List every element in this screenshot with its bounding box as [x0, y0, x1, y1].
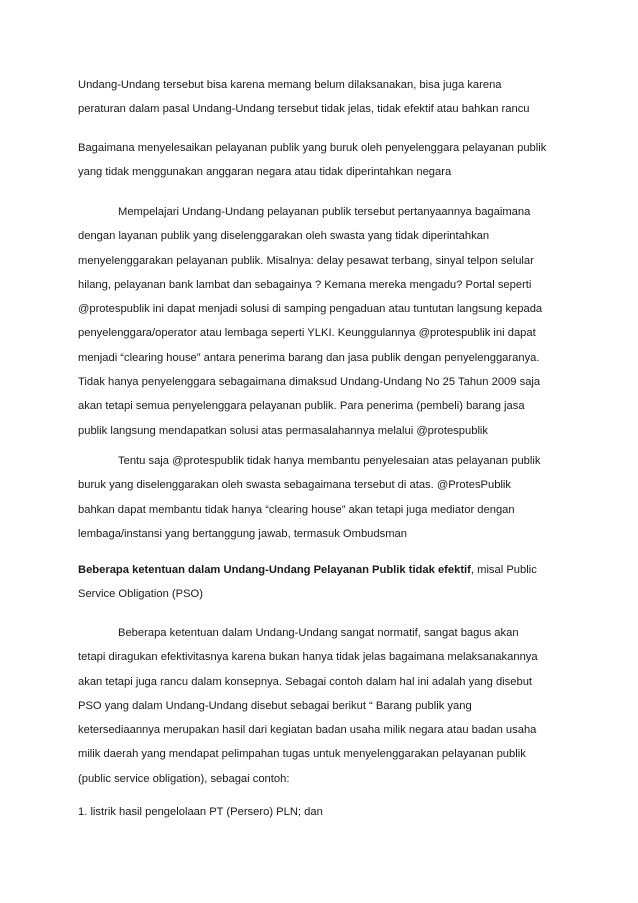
- list-item-1: [78, 800, 578, 824]
- heading-bold-text: Beberapa ketentuan dalam Undang-Undang Pelayanan Publik tidak efektif: [78, 564, 471, 576]
- text-line: ketersediaannya merupakan hasil dari kegiatan badan usaha milik negara atau badan usaha: [78, 724, 537, 737]
- text-line: penyelenggara/operator atau lembaga seperti YLKI. Keunggulannya @protespublik ini dapat: [78, 327, 536, 340]
- text-line: bahkan dapat membantu tidak hanya “clearing house” akan tetapi juga mediator dengan: [78, 503, 515, 516]
- text-line: yang tidak menggunakan anggaran negara atau tidak diperintahkan negara: [78, 166, 452, 179]
- text-line: lembaga/instansi yang bertanggung jawab, termasuk Ombudsman: [78, 527, 407, 540]
- text-line: 1. listrik hasil pengelolaan PT (Persero) PLN; dan: [78, 806, 323, 818]
- text-line: publik langsung mendapatkan solusi atas permasalahannya melalui @protespublik: [78, 424, 489, 437]
- text-line: Tentu saja @protespublik tidak hanya membantu penyelesaian atas pelayanan publik: [118, 455, 541, 467]
- text-line: milik daerah yang mendapat pelimpahan tugas untuk menyelenggarakan pelayanan publik: [78, 748, 526, 761]
- text-line: buruk yang diselenggarakan oleh swasta sebagaimana tersebut di atas. @ProtesPublik: [78, 479, 512, 492]
- paragraph-pso: [78, 621, 578, 791]
- heading-normal-text: , misal Public: [470, 564, 537, 576]
- text-line: @protespublik ini dapat menjadi solusi di samping pengaduan atau tuntutan langsung kepada: [78, 303, 543, 316]
- paragraph-intro: [78, 73, 578, 122]
- text-line: Service Obligation (PSO): [78, 588, 203, 601]
- text-line: Bagaimana menyelesaikan pelayanan publik yang buruk oleh penyelenggara pelayanan publik: [78, 142, 547, 154]
- paragraph-question: [78, 136, 578, 185]
- text-line: (public service obligation), sebagai contoh:: [78, 772, 290, 785]
- text-line: Mempelajari Undang-Undang pelayanan publik tersebut pertanyaannya bagaimana: [118, 206, 531, 218]
- heading-line: [78, 558, 578, 582]
- section-heading: [78, 558, 578, 607]
- text-line: menjadi “clearing house” antara penerima barang dan jasa publik dengan penyelenggaranya.: [78, 351, 540, 364]
- text-line: tetapi diragukan efektivitasnya karena bukan hanya tidak jelas bagaimana melaksanakannya: [78, 651, 538, 664]
- text-line: menyelenggarakan pelayanan publik. Misalnya: delay pesawat terbang, sinyal telpon selular: [78, 254, 534, 267]
- paragraph-protespublik: [78, 449, 578, 546]
- text-line: hilang, pelayanan bank lambat dan sebagainya ? Kemana mereka mengadu? Portal seperti: [78, 278, 532, 291]
- text-line: akan tetapi juga rancu dalam konsepnya. Sebagai contoh dalam hal ini adalah yang disebut: [78, 675, 533, 688]
- text-line: peraturan dalam pasal Undang-Undang tersebut tidak jelas, tidak efektif atau bahkan rancu: [78, 103, 530, 116]
- paragraph-study: [78, 200, 578, 443]
- text-line: Undang-Undang tersebut bisa karena memang belum dilaksanakan, bisa juga karena: [78, 79, 502, 91]
- text-line: Beberapa ketentuan dalam Undang-Undang sangat normatif, sangat bagus akan: [118, 627, 519, 639]
- text-line: akan tetapi semua penyelenggara pelayanan publik. Para penerima (pembeli) barang jasa: [78, 400, 525, 413]
- text-line: PSO yang dalam Undang-Undang disebut sebagai berikut “ Barang publik yang: [78, 699, 472, 712]
- text-line: dengan layanan publik yang diselenggarakan oleh swasta yang tidak diperintahkan: [78, 230, 490, 243]
- text-line: Tidak hanya penyelenggara sebagaimana dimaksud Undang-Undang No 25 Tahun 2009 saja: [78, 376, 541, 389]
